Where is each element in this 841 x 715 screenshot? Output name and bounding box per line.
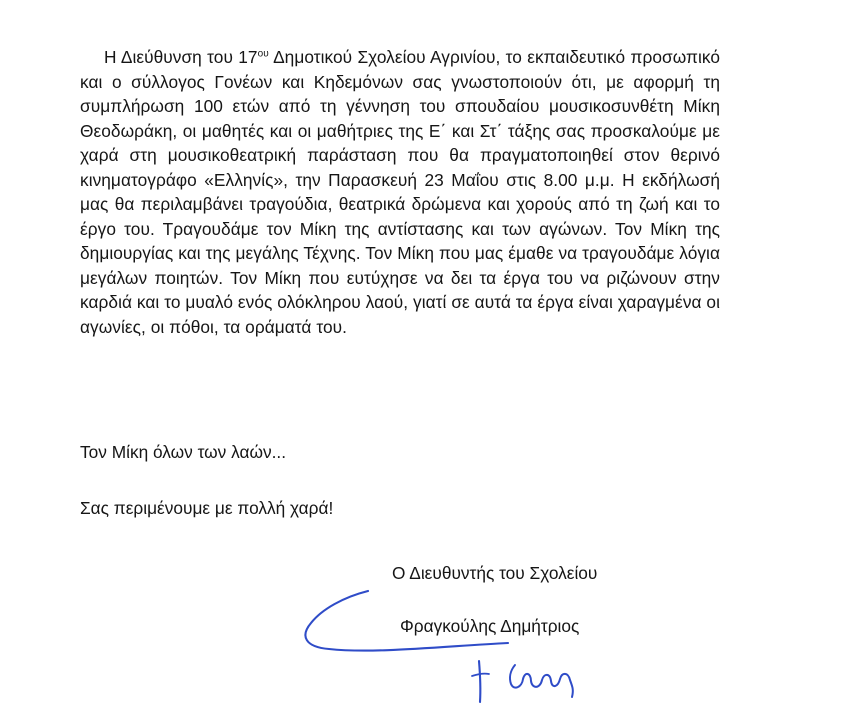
intro-before-ordinal: Η Διεύθυνση του 17 xyxy=(104,47,258,67)
closing-line: Τον Μίκη όλων των λαών... xyxy=(80,442,287,462)
invitation-line: Σας περιμένουμε με πολλή χαρά! xyxy=(80,498,334,518)
signature-letterforms-stroke xyxy=(510,665,573,697)
signature-left-stroke xyxy=(479,661,480,702)
signatory-name: Φραγκούλης Δημήτριος xyxy=(400,616,580,636)
intro-after-ordinal: Δημοτικού Σχολείου Αγρινίου, το εκπαιδευτικό προσωπικό και ο σύλλογος Γονέων και Κηδεμόνων σας γνωστοποιούν ότι, με αφορμή τη συμπλήρωση 100 ετών από τη γέννηση του σπουδαίου μουσικοσυνθέτη Μίκη Θεοδωράκη, οι μαθητές και οι μαθήτριες της Ε΄ και Στ΄ τάξης σας προσκαλούμε με χαρά στη μουσικοθεατρική παράσταση που θα πραγματοποιηθεί στον θερινό κινηματογράφο «Ελληνίς», την Παρασκευή 23 Μαΐου στις 8.00 μ.μ. Η εκδήλωσή μας θα περιλαμβάνει τραγούδια, θεατρικά δρώμενα και χορούς από τη ζωή και το έργο του. Τραγουδάμε τον Μίκη της αντίστασης και των αγώνων. Τον Μίκη της δημιουργίας και της μεγάλης Τέχνης. Τον Μίκη που μας έμαθε να τραγουδάμε λόγια μεγάλων ποιητών. Τον Μίκη που ευτύχησε να δει τα έργα του να ριζώνουν στην καρδιά και το μυαλό ενός ολόκληρου λαού, γιατί σε αυτά τα έργα είναι χαραγμένα οι αγωνίες, οι πόθοι, τα οράματά του. xyxy=(80,47,721,337)
letter-body-paragraph xyxy=(80,45,720,339)
handwritten-signature xyxy=(296,585,606,710)
signatory-title: Ο Διευθυντής του Σχολείου xyxy=(392,563,598,583)
ordinal-suffix: ου xyxy=(257,48,269,60)
